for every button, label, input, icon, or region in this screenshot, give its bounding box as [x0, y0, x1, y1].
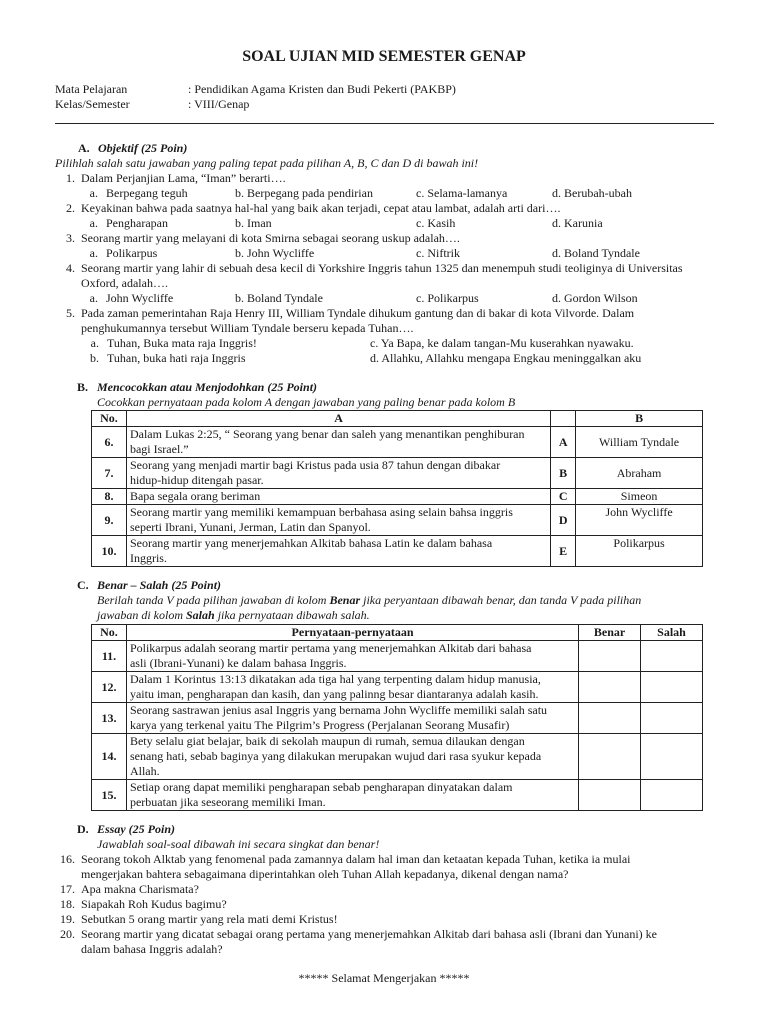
question-2-options	[55, 216, 715, 231]
true-false-row	[92, 703, 703, 734]
false-answer-cell[interactable]	[641, 672, 703, 703]
section-d	[55, 822, 715, 957]
section-d-heading	[55, 822, 715, 837]
question-text: Dalam Perjanjian Lama, “Iman” berarti….	[81, 171, 286, 185]
section-letter: B.	[77, 380, 89, 394]
meta-row-subject	[55, 82, 456, 97]
false-answer-cell[interactable]	[641, 734, 703, 780]
question-number: 2.	[66, 201, 75, 215]
question-number: 4.	[66, 261, 75, 275]
statement-line: hidup-hidup ditengah pasar.	[129, 473, 264, 487]
row-number: 7.	[92, 458, 127, 489]
question-number: 20.	[60, 927, 75, 941]
option-d: d. Karunia	[552, 216, 603, 230]
header-divider	[55, 123, 714, 124]
statement-cell: Bapa segala orang beriman	[126, 489, 550, 505]
section-d-instruction: Jawablah soal-soal dibawah ini secara singkat dan benar!	[97, 837, 380, 851]
page-title: SOAL UJIAN MID SEMESTER GENAP	[242, 48, 526, 65]
statement-line: Polikarpus adalah seorang martir pertama yang menerjemahkan Alkitab dari bahasa	[129, 641, 532, 655]
question-5	[55, 306, 715, 336]
row-number: 15.	[92, 780, 127, 811]
section-a-heading	[55, 141, 715, 156]
answer-letter: A	[551, 427, 576, 458]
option-a	[86, 336, 370, 351]
statement-cell	[126, 458, 550, 489]
col-header-no: No.	[92, 625, 127, 641]
instruction-bold: Benar	[329, 593, 361, 607]
meta-row-class	[55, 97, 456, 112]
row-number: 10.	[92, 536, 127, 567]
col-header-letter	[551, 411, 576, 427]
section-letter: C.	[77, 578, 89, 592]
instruction-text: jika pernyataan dibawah salah.	[214, 608, 370, 622]
true-false-header	[92, 625, 703, 641]
option-c: c. Selama-lamanya	[416, 186, 508, 200]
option-letter: b.	[90, 351, 99, 365]
instruction-bold: Salah	[186, 608, 215, 622]
essay-question-20	[55, 927, 715, 957]
matching-row	[92, 536, 703, 567]
option-letter: a.	[89, 291, 98, 305]
true-false-row	[92, 672, 703, 703]
question-number: 3.	[66, 231, 75, 245]
col-header-true: Benar	[579, 625, 641, 641]
col-header-statement: Pernyataan-pernyataan	[126, 625, 578, 641]
matching-row	[92, 489, 703, 505]
question-text-line: Oxford, adalah….	[81, 276, 168, 290]
essay-question-19	[55, 912, 715, 927]
closing-message: ***** Selamat Mengerjakan *****	[298, 971, 470, 985]
question-number: 18.	[60, 897, 75, 911]
option-c: c. Polikarpus	[416, 291, 479, 305]
section-c	[77, 578, 717, 623]
statement-line: Seorang martir yang memiliki kemampuan berbahasa asing selain bahsa inggris	[129, 505, 513, 519]
option-text: Pengharapan	[106, 216, 168, 230]
question-number: 17.	[60, 882, 75, 896]
question-2	[55, 201, 715, 216]
answer-option: Simeon	[576, 489, 703, 505]
section-b	[77, 380, 717, 410]
option-letter: a.	[89, 216, 98, 230]
matching-row	[92, 427, 703, 458]
option-b: b. Berpegang pada pendirian	[235, 186, 373, 200]
question-text-line: Seorang martir yang dicatat sebagai orang pertama yang menerjemahkan Alkitab dari bahasa asli (Ibrani dan Yunani) ke	[81, 927, 657, 941]
instruction-text: Berilah tanda V pada pilihan jawaban di kolom	[97, 593, 330, 607]
answer-letter: E	[551, 536, 576, 567]
option-b: b. Iman	[235, 216, 272, 230]
question-number: 16.	[60, 852, 75, 866]
question-text: Keyakinan bahwa pada saatnya hal-hal yang baik akan terjadi, cepat atau lambat, adalah arti dari….	[81, 201, 561, 215]
answer-option: Abraham	[576, 458, 703, 489]
meta-label: Kelas/Semester	[55, 97, 130, 111]
option-d: d. Boland Tyndale	[552, 246, 640, 260]
section-letter: D.	[77, 822, 89, 836]
question-text-line: Pada zaman pemerintahan Raja Henry III, William Tyndale dihukum gantung dan di bakar di kota Vilvorde. Dalam	[81, 306, 635, 320]
question-number: 19.	[60, 912, 75, 926]
essay-question-16	[55, 852, 715, 882]
false-answer-cell[interactable]	[641, 703, 703, 734]
row-number: 6.	[92, 427, 127, 458]
statement-cell	[126, 536, 550, 567]
question-text	[81, 261, 715, 291]
statement-cell	[126, 672, 578, 703]
false-answer-cell[interactable]	[641, 641, 703, 672]
section-a-instruction: Pilihlah salah satu jawaban yang paling tepat pada pilihan A, B, C dan D di bawah ini!	[55, 156, 479, 170]
statement-line: yaitu iman, pengharapan dan kasih, dan yang palinng besar diantaranya adalah kasih.	[129, 687, 539, 701]
option-a	[85, 216, 235, 231]
statement-line: Setiap orang dapat memiliki pengharapan sebab pengharapan dinyatakan dalam	[129, 780, 513, 794]
section-b-instruction: Cocokkan pernyataan pada kolom A dengan jawaban yang paling benar pada kolom B	[97, 395, 516, 409]
answer-letter: B	[551, 458, 576, 489]
section-c-instruction	[77, 593, 717, 623]
answer-letter: C	[551, 489, 576, 505]
question-4-options	[55, 291, 715, 306]
true-answer-cell[interactable]	[579, 703, 641, 734]
question-text-line: penghukumannya tersebut William Tyndale berseru kepada Tuhan….	[81, 321, 414, 335]
col-header-no: No.	[92, 411, 127, 427]
question-text	[81, 306, 715, 336]
statement-cell	[126, 641, 578, 672]
essay-question-18	[55, 897, 715, 912]
answer-option: John Wycliffe	[576, 505, 703, 536]
statement-line: seperti Ibrani, Yunani, Jerman, Latin dan Spanyol.	[129, 520, 371, 534]
section-title: Objektif (25 Poin)	[98, 141, 188, 155]
question-number: 1.	[66, 171, 75, 185]
col-header-false: Salah	[641, 625, 703, 641]
essay-question-17	[55, 882, 715, 897]
question-text-line: mengerjakan bahtera sebagaimana diperintahkan oleh Tuhan Allah kepadanya, dikenal dengan nama?	[81, 867, 569, 881]
true-false-table	[91, 624, 703, 811]
true-answer-cell[interactable]	[579, 641, 641, 672]
question-1	[55, 171, 715, 186]
matching-row	[92, 505, 703, 536]
option-b: b. Boland Tyndale	[235, 291, 323, 305]
question-text	[81, 927, 715, 957]
option-c: c. Niftrik	[416, 246, 460, 260]
meta-value: : VIII/Genap	[188, 97, 250, 111]
answer-option: William Tyndale	[576, 427, 703, 458]
option-letter: a.	[89, 246, 98, 260]
option-text: Berpegang teguh	[106, 186, 188, 200]
exam-meta	[55, 82, 456, 112]
statement-line: Seorang yang menjadi martir bagi Kristus pada usia 87 tahun dengan dibakar	[129, 458, 501, 472]
option-text: Tuhan, Buka mata raja Inggris!	[107, 336, 257, 350]
statement-line: Dalam Lukas 2:25, “ Seorang yang benar dan saleh yang menantikan penghiburan	[129, 427, 525, 441]
option-d: d. Allahku, Allahku mengapa Engkau meninggalkan aku	[370, 351, 642, 365]
statement-cell	[126, 734, 578, 780]
false-answer-cell[interactable]	[641, 780, 703, 811]
meta-value: : Pendidikan Agama Kristen dan Budi Pekerti (PAKBP)	[188, 82, 456, 96]
matching-table	[91, 410, 703, 567]
instruction-text: jawaban di kolom	[97, 608, 186, 622]
question-4	[55, 261, 715, 291]
matching-row	[92, 458, 703, 489]
statement-line: bagi Israel.”	[129, 442, 189, 456]
statement-cell	[126, 780, 578, 811]
section-b-heading	[77, 380, 717, 395]
question-text-line: Seorang martir yang lahir di sebuah desa kecil di Yorkshire Inggris tahun 1325 dan menempuh studi teoliginya di Universitas	[81, 261, 683, 275]
option-text: Tuhan, buka hati raja Inggris	[107, 351, 246, 365]
true-answer-cell[interactable]	[579, 780, 641, 811]
statement-cell	[126, 505, 550, 536]
row-number: 8.	[92, 489, 127, 505]
question-3	[55, 231, 715, 246]
true-answer-cell[interactable]	[579, 734, 641, 780]
col-header-a: A	[126, 411, 550, 427]
question-1-options	[55, 186, 715, 201]
row-number: 11.	[92, 641, 127, 672]
option-letter: a.	[89, 186, 98, 200]
option-d: d. Berubah-ubah	[552, 186, 632, 200]
option-b: b. John Wycliffe	[235, 246, 315, 260]
statement-line: Seorang martir yang menerjemahkan Alkitab bahasa Latin ke dalam bahasa	[129, 536, 493, 550]
true-false-row	[92, 734, 703, 780]
answer-letter: D	[551, 505, 576, 536]
option-b	[86, 351, 370, 366]
question-text-line: Seorang tokoh Alktab yang fenomenal pada zamannya dalam hal iman dan ketaatan kepada Tuhan, ketika ia mulai	[81, 852, 631, 866]
statement-line: Seorang sastrawan jenius asal Inggris yang bernama John Wycliffe memiliki salah satu	[129, 703, 548, 717]
option-a	[85, 186, 235, 201]
section-title: Mencocokkan atau Menjodohkan (25 Point)	[97, 380, 318, 394]
col-header-b: B	[576, 411, 703, 427]
instruction-text: jika peryantaan dibawah benar, dan tanda V pada pilihan	[360, 593, 642, 607]
option-c: c. Kasih	[416, 216, 456, 230]
statement-line: asli (Ibrani-Yunani) ke dalam bahasa Inggris.	[129, 656, 347, 670]
question-5-options-row-2	[55, 351, 715, 366]
row-number: 12.	[92, 672, 127, 703]
question-3-options	[55, 246, 715, 261]
option-letter: a.	[90, 336, 99, 350]
statement-line: Dalam 1 Korintus 13:13 dikatakan ada tiga hal yang terpenting dalam hidup manusia,	[129, 672, 541, 686]
row-number: 9.	[92, 505, 127, 536]
option-a	[85, 246, 235, 261]
matching-table-header	[92, 411, 703, 427]
row-number: 13.	[92, 703, 127, 734]
option-c: c. Ya Bapa, ke dalam tangan-Mu kuserahkan nyawaku.	[370, 336, 634, 350]
row-number: 14.	[92, 734, 127, 780]
option-d: d. Gordon Wilson	[552, 291, 638, 305]
statement-line: karya yang terkenal yaitu The Pilgrim’s Progress (Perjalanan Seorang Musafir)	[129, 718, 510, 732]
section-c-heading	[77, 578, 717, 593]
statement-cell	[126, 427, 550, 458]
section-a	[55, 141, 715, 366]
section-letter: A.	[78, 141, 90, 155]
section-title: Benar – Salah (25 Point)	[97, 578, 222, 592]
option-text: John Wycliffe	[106, 291, 174, 305]
option-text: Polikarpus	[106, 246, 158, 260]
true-false-row	[92, 641, 703, 672]
section-title: Essay (25 Poin)	[97, 822, 175, 836]
meta-label: Mata Pelajaran	[55, 82, 128, 96]
true-answer-cell[interactable]	[579, 672, 641, 703]
question-text	[81, 852, 715, 882]
question-text-line: dalam bahasa Inggris adalah?	[81, 942, 223, 956]
question-text: Siapakah Roh Kudus bagimu?	[81, 897, 227, 911]
true-false-row	[92, 780, 703, 811]
statement-line: Inggris.	[129, 551, 167, 565]
statement-line: senang hati, sebab baginya yang dilakukan merupakan wujud dari rasa syukur kepada	[129, 749, 542, 763]
statement-line: perbuatan jika seseorang memiliki Iman.	[129, 795, 326, 809]
answer-option: Polikarpus	[576, 536, 703, 567]
question-text: Apa makna Charismata?	[81, 882, 199, 896]
question-number: 5.	[66, 306, 75, 320]
statement-line: Allah.	[129, 764, 160, 778]
statement-line: Bety selalu giat belajar, baik di sekolah maupun di rumah, semua dilaukan dengan	[129, 734, 525, 748]
option-a	[85, 291, 235, 306]
question-text: Seorang martir yang melayani di kota Smirna sebagai seorang uskup adalah….	[81, 231, 460, 245]
question-text: Sebutkan 5 orang martir yang rela mati demi Kristus!	[81, 912, 338, 926]
question-5-options-row-1	[55, 336, 715, 351]
statement-cell	[126, 703, 578, 734]
